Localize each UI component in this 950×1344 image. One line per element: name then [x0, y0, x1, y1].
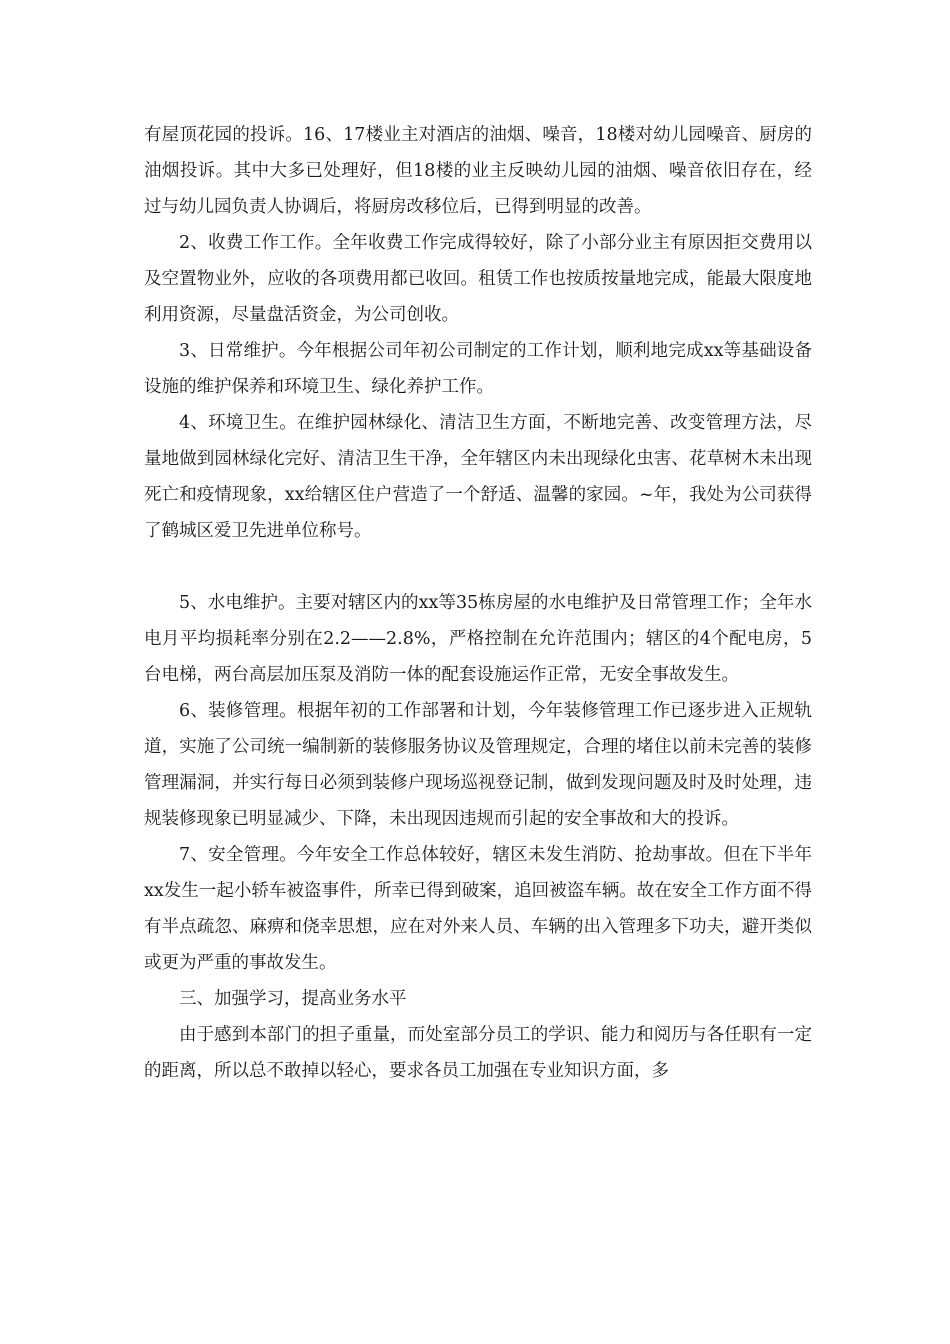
paragraph-fee-collection: 2、收费工作工作。全年收费工作完成得较好，除了小部分业主有原因拒交费用以及空置物业外，应收的各项费用都已收回。租赁工作也按质按量地完成，能最大限度地利用资源，尽量盘活资金，为公司创收。 — [144, 233, 812, 325]
document-body — [144, 117, 812, 1089]
section-heading-study: 三、加强学习，提高业务水平 — [179, 989, 407, 1009]
paragraph-daily-maintenance: 3、日常维护。今年根据公司年初公司制定的工作计划，顺利地完成xx等基础设备设施的维护保养和环境卫生、绿化养护工作。 — [144, 341, 812, 397]
paragraph-safety-management: 7、安全管理。今年安全工作总体较好，辖区未发生消防、抢劫事故。但在下半年xx发生一起小轿车被盗事件，所幸已得到破案，追回被盗车辆。故在安全工作方面不得有半点疏忽、麻痹和侥幸思想，应在对外来人员、车辆的出入管理多下功夫，避开类似或更为严重的事故发生。 — [144, 845, 812, 973]
paragraph-complaints-continued: 有屋顶花园的投诉。16、17楼业主对酒店的油烟、噪音，18楼对幼儿园噪音、厨房的油烟投诉。其中大多已处理好，但18楼的业主反映幼儿园的油烟、噪音依旧存在，经过与幼儿园负责人协调后，将厨房改移位后，已得到明显的改善。 — [144, 125, 812, 217]
paragraph-spacer — [144, 549, 812, 585]
paragraph-water-electricity: 5、水电维护。主要对辖区内的xx等35栋房屋的水电维护及日常管理工作；全年水电月平均损耗率分别在2.2——2.8%，严格控制在允许范围内；辖区的4个配电房，5台电梯，两台高层加压泵及消防一体的配套设施运作正常，无安全事故发生。 — [144, 593, 812, 685]
paragraph-study: 由于感到本部门的担子重量，而处室部分员工的学识、能力和阅历与各任职有一定的距离，所以总不敢掉以轻心，要求各员工加强在专业知识方面，多 — [144, 1025, 812, 1081]
paragraph-environment-hygiene: 4、环境卫生。在维护园林绿化、清洁卫生方面，不断地完善、改变管理方法，尽量地做到园林绿化完好、清洁卫生干净，全年辖区内未出现绿化虫害、花草树木未出现死亡和疫情现象，xx给辖区住户营造了一个舒适、温馨的家园。~年，我处为公司获得了鹤城区爱卫先进单位称号。 — [144, 413, 812, 541]
paragraph-renovation-management: 6、装修管理。根据年初的工作部署和计划，今年装修管理工作已逐步进入正规轨道，实施了公司统一编制新的装修服务协议及管理规定，合理的堵住以前未完善的装修管理漏洞，并实行每日必须到装修户现场巡视登记制，做到发现问题及时及时处理，违规装修现象已明显减少、下降，未出现因违规而引起的安全事故和大的投诉。 — [144, 701, 812, 829]
